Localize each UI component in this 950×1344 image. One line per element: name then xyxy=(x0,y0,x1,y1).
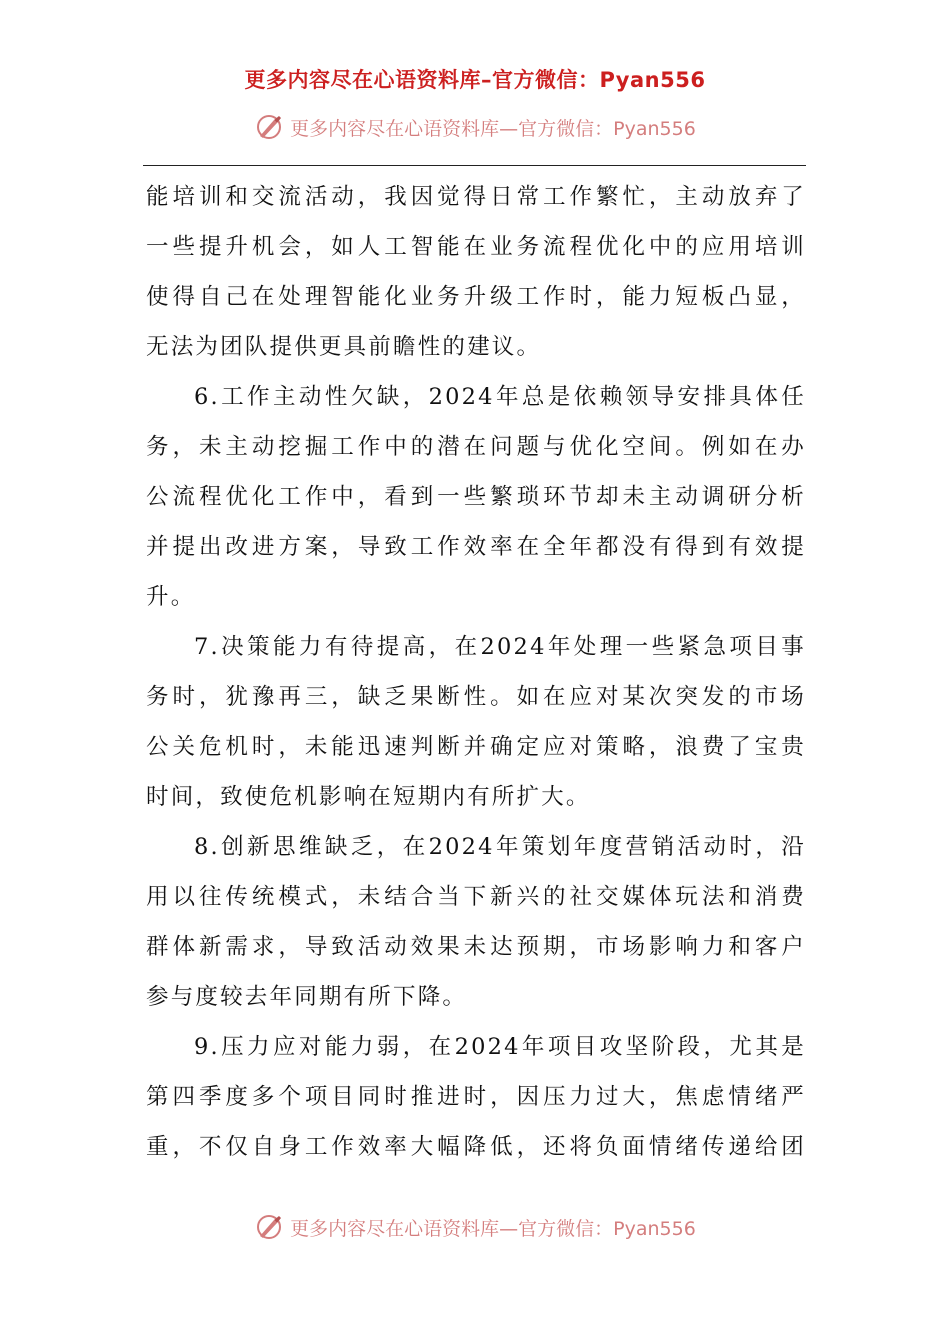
paragraph-item-7 xyxy=(146,622,806,822)
footer-watermark-text: 更多内容尽在心语资料库—官方微信：Pyan556 xyxy=(290,1217,696,1240)
text-line: 参与度较去年同期有所下降。 xyxy=(146,984,468,1010)
footer-watermark xyxy=(0,1212,950,1242)
text-line: 公流程优化工作中，看到一些繁琐环节却未主动调研分析 xyxy=(146,484,806,510)
pen-logo-icon xyxy=(254,112,284,142)
text-line: 使得自己在处理智能化业务升级工作时，能力短板凸显， xyxy=(146,284,806,310)
text-line: 能培训和交流活动，我因觉得日常工作繁忙，主动放弃了 xyxy=(146,184,806,210)
header-watermark-text: 更多内容尽在心语资料库—官方微信：Pyan556 xyxy=(290,117,696,140)
text-line: 一些提升机会，如人工智能在业务流程优化中的应用培训 xyxy=(146,234,806,260)
text-line: 7.决策能力有待提高，在2024年处理一些紧急项目事 xyxy=(194,634,806,660)
paragraph-item-9 xyxy=(146,1022,806,1172)
paragraph-continued xyxy=(146,172,806,372)
text-line: 用以往传统模式，未结合当下新兴的社交媒体玩法和消费 xyxy=(146,884,806,910)
text-line: 6.工作主动性欠缺，2024年总是依赖领导安排具体任 xyxy=(194,384,806,410)
text-line: 8.创新思维缺乏，在2024年策划年度营销活动时，沿 xyxy=(194,834,806,860)
text-line: 无法为团队提供更具前瞻性的建议。 xyxy=(146,334,542,360)
text-line: 务，未主动挖掘工作中的潜在问题与优化空间。例如在办 xyxy=(146,434,806,460)
text-line: 并提出改进方案，导致工作效率在全年都没有得到有效提 xyxy=(146,534,806,560)
text-line: 9.压力应对能力弱，在2024年项目攻坚阶段，尤其是 xyxy=(194,1034,806,1060)
text-line: 第四季度多个项目同时推进时，因压力过大，焦虑情绪严 xyxy=(146,1084,806,1110)
text-line: 公关危机时，未能迅速判断并确定应对策略，浪费了宝贵 xyxy=(146,734,806,760)
text-line: 重，不仅自身工作效率大幅降低，还将负面情绪传递给团 xyxy=(146,1134,806,1160)
text-line: 时间，致使危机影响在短期内有所扩大。 xyxy=(146,784,591,810)
header-banner: 更多内容尽在心语资料库–官方微信：Pyan556 xyxy=(244,68,706,92)
text-line: 群体新需求，导致活动效果未达预期，市场影响力和客户 xyxy=(146,934,806,960)
header-watermark xyxy=(0,112,950,142)
paragraph-item-8 xyxy=(146,822,806,1022)
paragraph-item-6 xyxy=(146,372,806,622)
text-line: 升。 xyxy=(146,584,196,610)
text-line: 务时，犹豫再三，缺乏果断性。如在应对某次突发的市场 xyxy=(146,684,806,710)
document-body xyxy=(146,172,806,1172)
pen-logo-icon xyxy=(254,1212,284,1242)
header-divider xyxy=(143,165,806,166)
